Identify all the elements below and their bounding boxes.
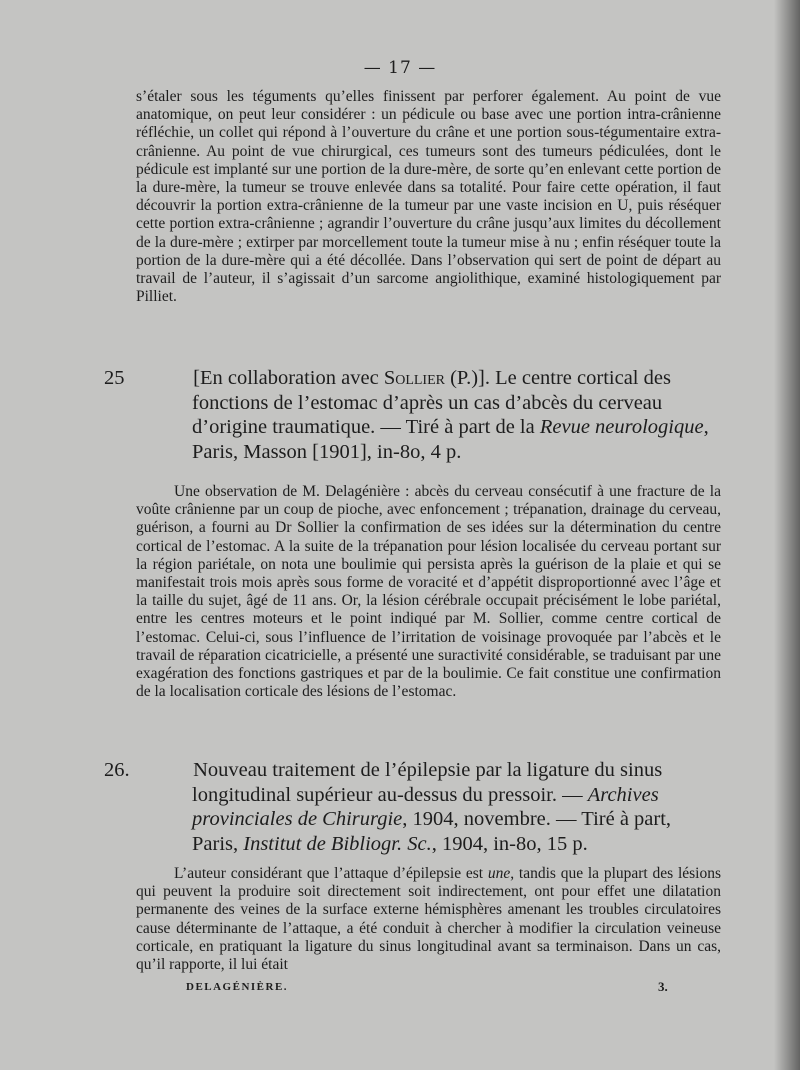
- entry-25-number: 25: [104, 367, 125, 389]
- entry-25-summary: Une observation de M. Delagénière : abcès du cerveau consécutif à une fracture de la voûte crânienne par un coup de pioche, avec enfoncement ; trépanation, drainage du cerveau, guérison, a fourni au Dr Sollier la confirmation de ses idées sur la détermination du centre cortical de l’estomac. A la suite de la trépanation pour lésion localisée du cerveau portant sur la région pariétale, on nota une boulimie qui persista après la guérison de la plaie et qui se manifestait trois mois après sous forme de voracité et d’appétit disproportionné avec l’âge et la taille du sujet, âgé de 11 ans. Or, la lésion cérébrale occupait précisément le lobe pariétal, entre les centres moteurs et le point indiqué par M. Sollier, comme centre cortical de l’estomac. Celui-ci, sous l’influence de l’irritation de voisinage provoquée par l’abcès et le travail de réparation cicatricielle, a présenté une suractivité considérable, se traduisant par une exagération des fonctions gastriques et par de la boulimie. Ce fait constitue une confirmation de la localisation corticale des lésions de l’estomac.: [136, 483, 721, 701]
- entry-26-publisher: Institut de Bibliogr. Sc.: [243, 832, 432, 855]
- entry-26-tail: , 1904, in-8o, 15 p.: [431, 832, 588, 855]
- entry-26-summary-emphasis: une: [487, 865, 511, 882]
- entry-26-summary-start: L’auteur considérant que l’attaque d’épilepsie est: [174, 865, 484, 882]
- continuation-paragraph: s’étaler sous les téguments qu’elles finissent par perforer également. Au point de vue anatomique, on peut leur considérer : un pédicule ou base avec une portion intra-crânienne réfléchie, un collet qui répond à l’ouverture du crâne et une portion sous-tégumentaire extra-crânienne. Au point de vue chirurgical, ces tumeurs sont des tumeurs pédiculées, dont le pédicule est implanté sur une portion de la dure-mère, de sorte qu’en enlevant cette portion de la dure-mère, la tumeur se trouve enlevée dans sa totalité. Pour faire cette opération, il faut découvrir la portion extra-crânienne de la tumeur par une vaste incision en U, puis réséquer cette portion extra-crânienne ; agrandir l’ouverture du crâne jusqu’aux limites du décollement de la dure-mère ; extirper par morcellement toute la tumeur mise à nu ; enfin réséquer toute la portion de la dure-mère qui a été décollée. Dans l’observation qui sert de point de départ au travail de l’auteur, il s’agissait d’un sarcome angiolithique, examiné histologiquement par Pilliet.: [136, 88, 721, 306]
- entry-25-author: Sollier: [383, 367, 445, 389]
- entry-26-lead: Nouveau traitement de l’épilepsie par la ligature du sinus longitudinal supérieur au-dessus du pressoir. —: [192, 759, 663, 806]
- entry-26-journal: Archives provinciales de Chirurgie: [192, 783, 659, 830]
- entry-26-middle: , 1904, novembre. — Tiré à part, Paris,: [192, 808, 672, 855]
- entry-25-lead: [En collaboration avec: [193, 367, 379, 389]
- entry-26-number: 26.: [104, 759, 130, 781]
- page-edge-shadow: [774, 0, 800, 1070]
- footer-signature: DELAGÉNIÈRE.: [186, 981, 289, 993]
- entry-26-summary-rest: , tandis que la plupart des lésions qui peuvent la produire soit directement soit indirectement, ont pour effet une dilatation permanente des veines de la surface externe hémisphères amenant les troubles circulatoires cause déterminante de l’attaque, a été conduit à chercher à modifier la circulation veineuse corticale, en pratiquant la ligature du sinus longitudinal avant sa terminaison. Dans un cas, qu’il rapporte, il lui était: [136, 865, 722, 974]
- entry-25-author-suffix: (P.)]. Le centre cortical des fonctions de l’estomac d’après un cas d’abcès du cerveau d’origine traumatique. — Tiré à part de la: [192, 367, 671, 438]
- footer-sheet-number: 3.: [658, 979, 668, 994]
- entry-25-tail: , Paris, Masson [1901], in-8o, 4 p.: [192, 416, 709, 463]
- entry-25-heading: [104, 366, 721, 464]
- entry-26-heading: [104, 758, 721, 856]
- entry-25-journal: Revue neurologique: [539, 416, 704, 438]
- page-number: — 17 —: [363, 58, 437, 78]
- entry-26-summary: [136, 865, 721, 974]
